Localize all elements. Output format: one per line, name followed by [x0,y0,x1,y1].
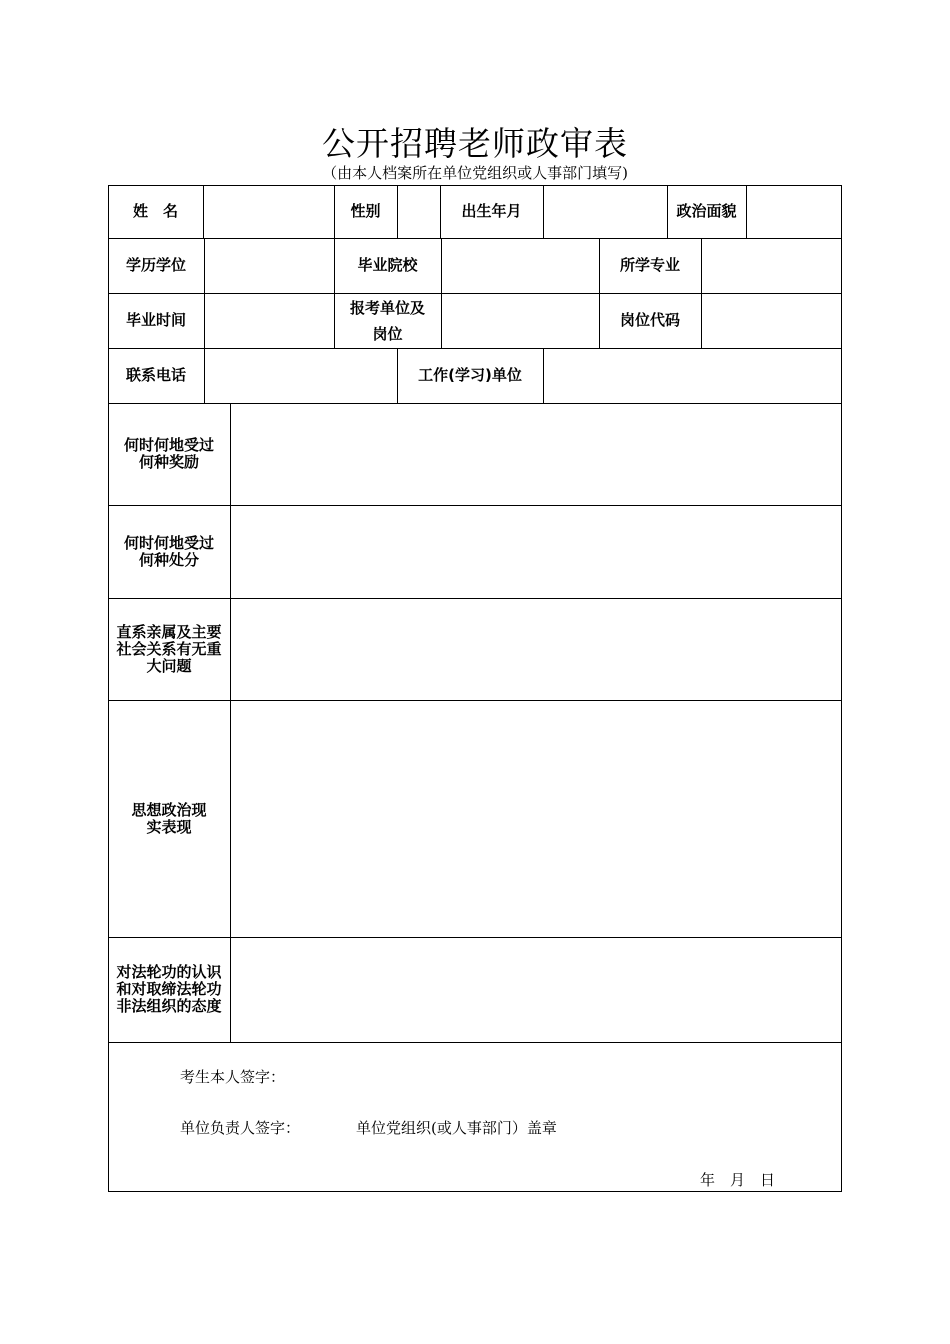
major-input[interactable] [701,238,841,293]
falun-input[interactable] [231,937,841,1042]
phone-input[interactable] [204,348,397,403]
political-status-input[interactable] [746,185,841,238]
relatives-label: 直系亲属及主要社会关系有无重大问题 [116,622,222,675]
rewards-label: 何时何地受过何种奖励 [123,436,214,471]
page-title: 公开招聘老师政审表 [322,124,628,163]
birth-label: 出生年月 [461,202,522,220]
name-label: 姓 名 [132,202,178,220]
relatives-input[interactable] [231,598,841,700]
gender-input[interactable] [397,185,440,238]
date-label: 年 月 日 [700,1171,776,1189]
falun-label: 对法轮功的认识和对取缔法轮功非法组织的态度 [116,963,222,1015]
ideology-label: 思想政治现实表现 [131,800,207,836]
position-code-input[interactable] [701,293,841,348]
ideology-input[interactable] [231,700,841,937]
row-divider [108,1042,842,1043]
work-unit-label: 工作(学习)单位 [418,366,522,384]
grad-time-label: 毕业时间 [125,311,186,329]
position-code-label: 岗位代码 [619,311,680,329]
table-border-bottom [108,1191,842,1192]
punishments-input[interactable] [231,505,841,598]
school-input[interactable] [441,238,599,293]
school-label: 毕业院校 [357,256,418,274]
gender-label: 性别 [350,202,381,220]
stamp-label: 单位党组织(或人事部门）盖章 [356,1119,557,1137]
leader-signature-label: 单位负责人签字： [180,1119,301,1137]
candidate-signature-label: 考生本人签字： [180,1068,286,1086]
punishments-label: 何时何地受过何种处分 [123,533,214,569]
work-unit-input[interactable] [543,348,841,403]
name-input[interactable] [203,185,334,238]
apply-unit-label [334,293,441,348]
education-input[interactable] [204,238,334,293]
table-border-right [841,185,842,1192]
birth-input[interactable] [543,185,667,238]
page-subtitle: （由本人档案所在单位党组织或人事部门填写) [322,164,628,182]
rewards-input[interactable] [231,403,841,505]
apply-unit-label-line1: 报考单位及 [349,298,425,317]
apply-unit-label-line2: 岗位 [372,324,403,343]
apply-unit-input[interactable] [441,293,599,348]
education-label: 学历学位 [125,256,186,274]
political-status-label: 政治面貌 [676,202,737,220]
grad-time-input[interactable] [204,293,334,348]
phone-label: 联系电话 [125,366,186,384]
major-label: 所学专业 [619,256,680,274]
